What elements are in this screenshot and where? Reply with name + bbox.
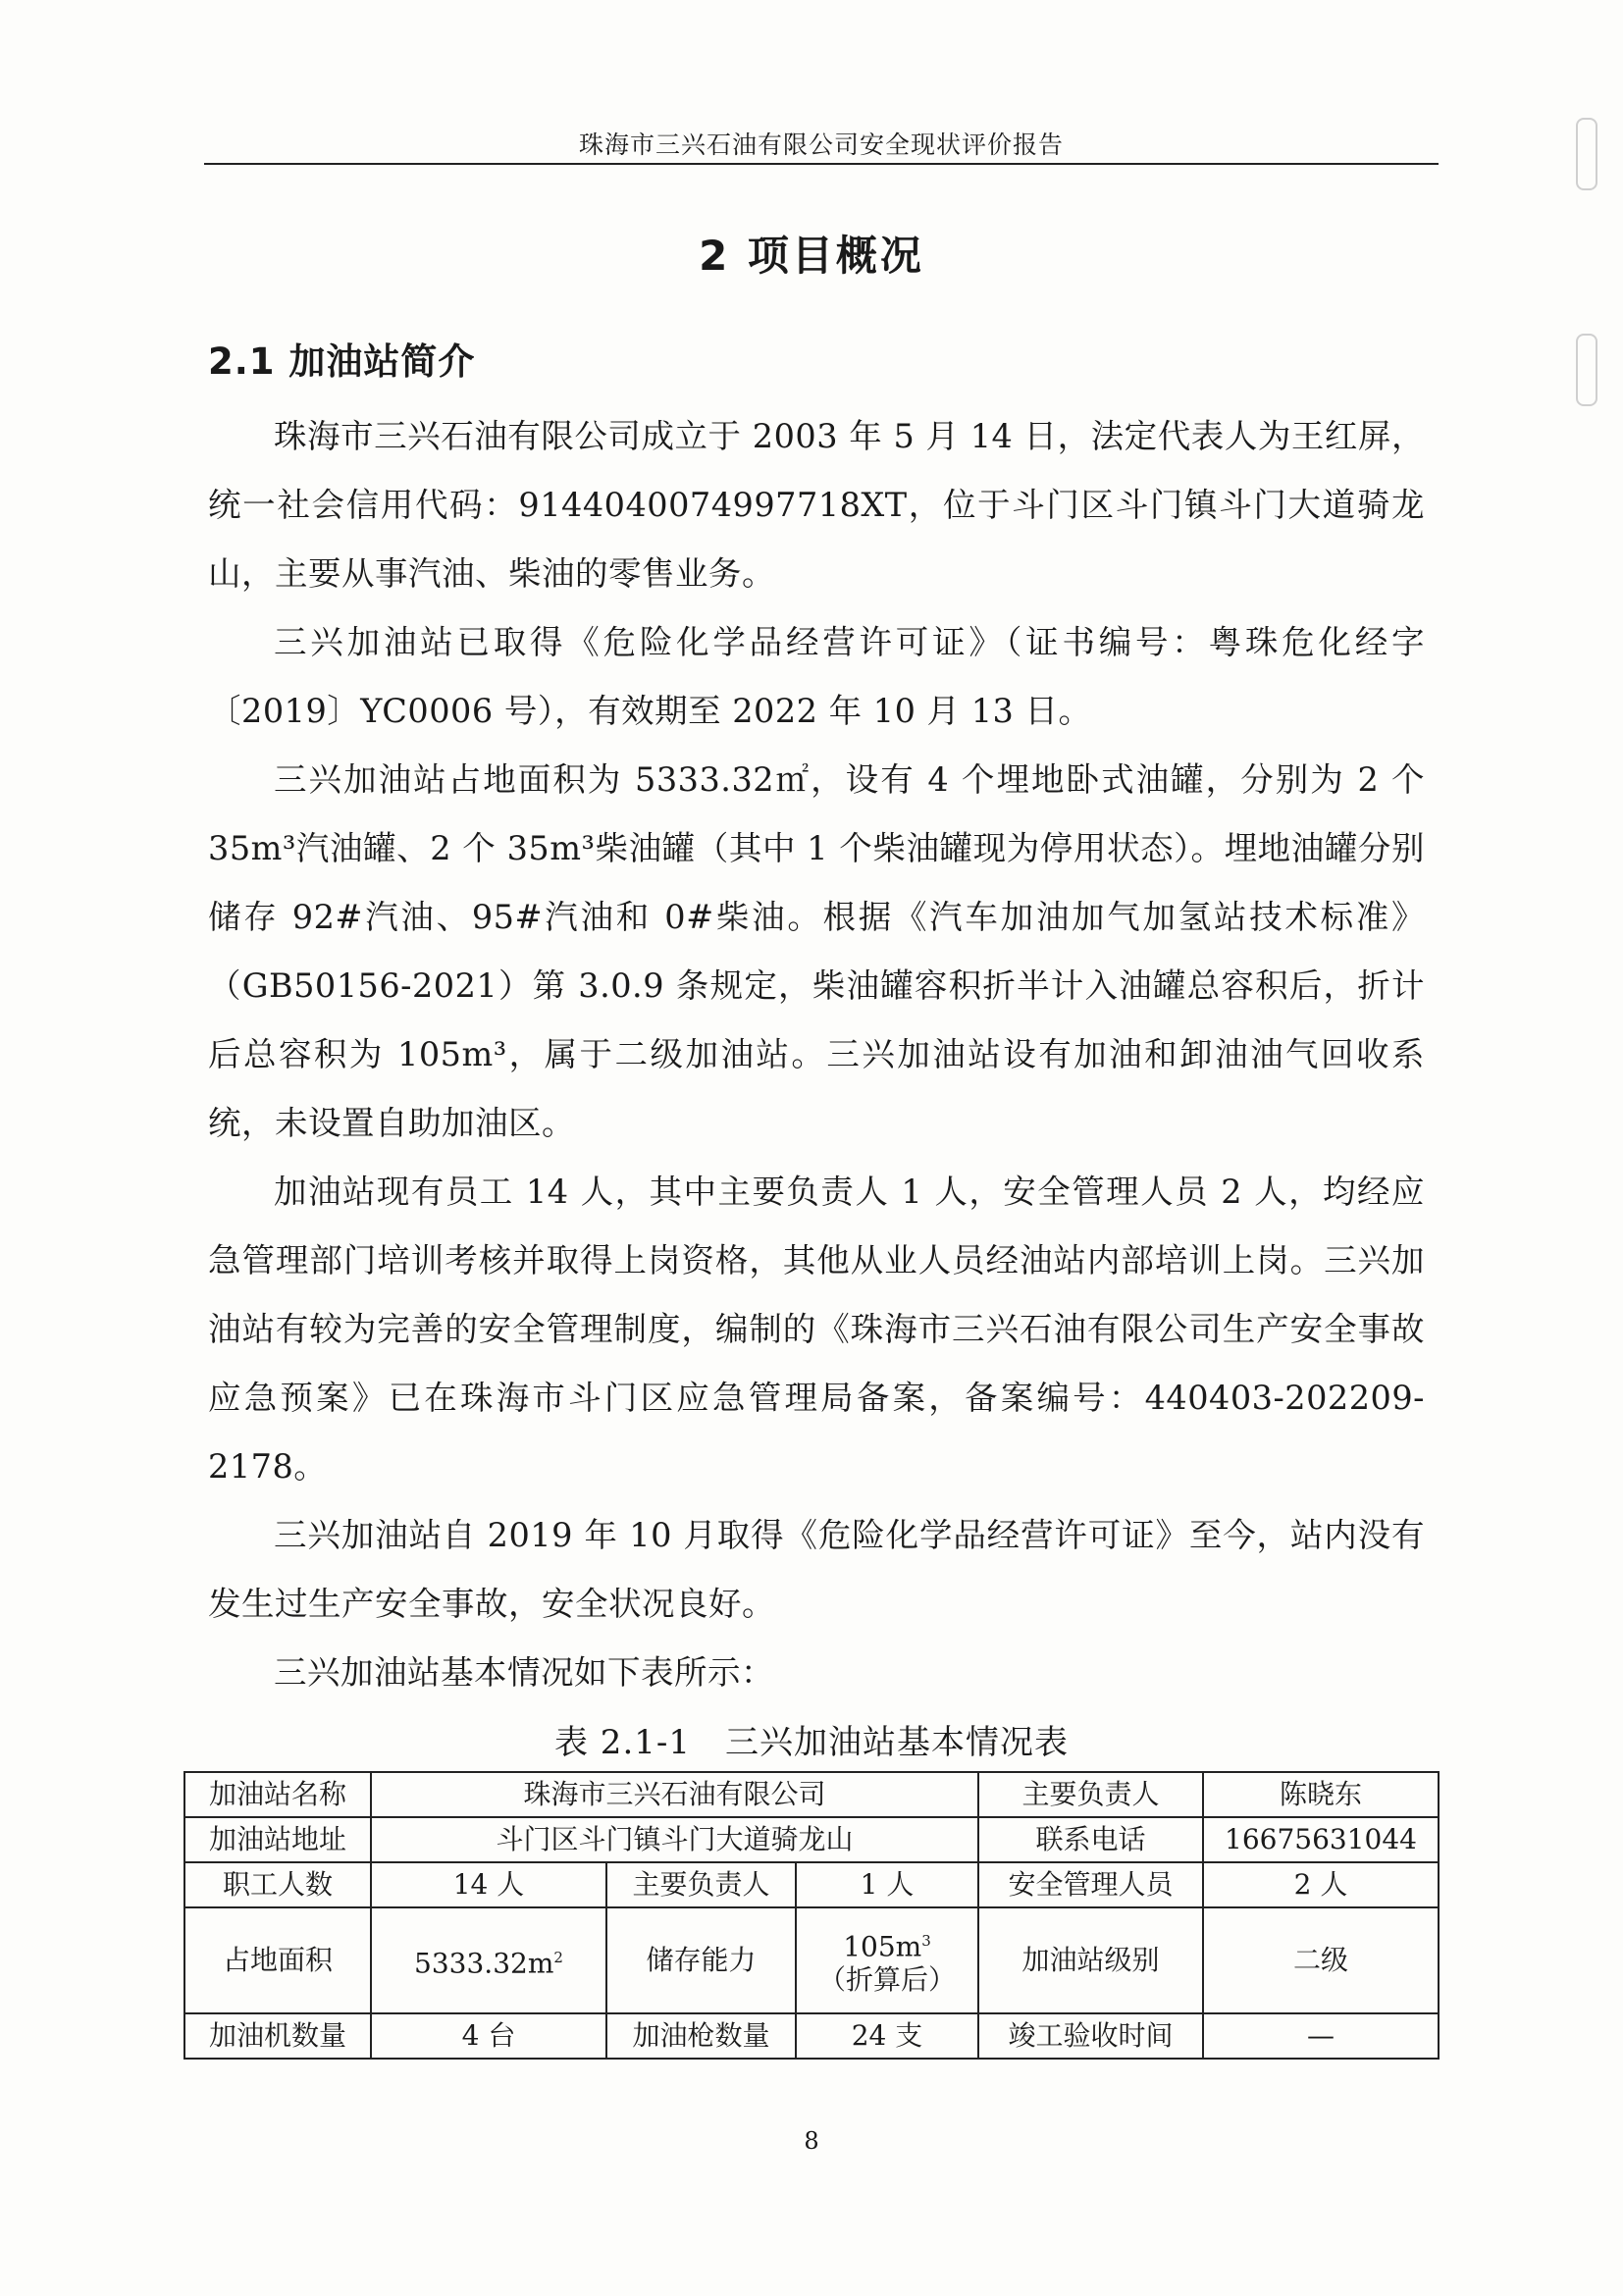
table-cell-label: 占地面积 (184, 1907, 371, 2013)
table-cell-label: 加油枪数量 (606, 2013, 796, 2059)
capacity-unit-superscript: 3 (921, 1931, 931, 1950)
table-cell: 1 人 (796, 1862, 978, 1907)
paragraph: 三兴加油站基本情况如下表所示： (274, 1653, 774, 1692)
table-cell-label: 安全管理人员 (978, 1862, 1203, 1907)
table-cell: 二级 (1203, 1907, 1439, 2013)
paragraph-table-intro (208, 1639, 1425, 1707)
chapter-title: 2 项目概况 (699, 232, 924, 280)
table-cell: 陈晓东 (1203, 1772, 1439, 1817)
table-cell: 16675631044 (1203, 1817, 1439, 1862)
binding-hole-mark (1576, 118, 1597, 190)
running-header: 珠海市三兴石油有限公司安全现状评价报告 (578, 130, 1064, 159)
paragraph: 三兴加油站自 2019 年 10 月取得《危险化学品经营许可证》至今，站内没有发生过生产安全事故，安全状况良好。 (208, 1516, 1425, 1623)
table-cell: 14 人 (371, 1862, 606, 1907)
station-info-table (183, 1771, 1440, 2060)
capacity-value: 105m (843, 1930, 922, 1963)
table-cell-label: 储存能力 (606, 1907, 796, 2013)
section-title: 2.1 加油站简介 (208, 340, 476, 383)
table-cell-label: 竣工验收时间 (978, 2013, 1203, 2059)
paragraph-staff (208, 1158, 1425, 1501)
table-row (184, 1772, 1439, 1817)
paragraph: 三兴加油站已取得《危险化学品经营许可证》（证书编号：粤珠危化经字〔2019〕YC0006 号），有效期至 2022 年 10 月 13 日。 (208, 623, 1425, 730)
table-cell: 24 支 (796, 2013, 978, 2059)
capacity-note: （折算后） (818, 1963, 957, 1997)
table-cell-area (371, 1907, 606, 2013)
table-row (184, 1862, 1439, 1907)
header-rule (204, 163, 1439, 165)
paragraph: 珠海市三兴石油有限公司成立于 2003 年 5 月 14 日，法定代表人为王红屏，统一社会信用代码：9144040074997718XT，位于斗门区斗门镇斗门大道骑龙山，主要从事汽油、柴油的零售业务。 (208, 417, 1425, 593)
paragraph-license (208, 608, 1425, 746)
table-row (184, 1817, 1439, 1862)
table-cell-label: 主要负责人 (606, 1862, 796, 1907)
table-cell-label: 加油机数量 (184, 2013, 371, 2059)
binding-hole-mark (1576, 334, 1597, 406)
page-number: 8 (804, 2127, 819, 2155)
paragraph-company-intro (208, 402, 1425, 608)
table-cell-label: 加油站地址 (184, 1817, 371, 1862)
table-cell-label: 加油站名称 (184, 1772, 371, 1817)
table-cell: 珠海市三兴石油有限公司 (371, 1772, 978, 1817)
table-cell-label: 职工人数 (184, 1862, 371, 1907)
table-cell: 斗门区斗门镇斗门大道骑龙山 (371, 1817, 978, 1862)
paragraph-safety-record (208, 1501, 1425, 1639)
paragraph: 加油站现有员工 14 人，其中主要负责人 1 人，安全管理人员 2 人，均经应急管理部门培训考核并取得上岗资格，其他从业人员经油站内部培训上岗。三兴加油站有较为完善的安全管理制度，编制的《珠海市三兴石油有限公司生产安全事故应急预案》已在珠海市斗门区应急管理局备案，备案编号：440403-202209-2178。 (208, 1173, 1425, 1486)
table-cell-label: 加油站级别 (978, 1907, 1203, 2013)
table-cell-label: 联系电话 (978, 1817, 1203, 1862)
table-row (184, 2013, 1439, 2059)
table-cell: — (1203, 2013, 1439, 2059)
paragraph-tanks (208, 746, 1425, 1158)
area-value: 5333.32m (414, 1947, 554, 1980)
table-cell-label: 主要负责人 (978, 1772, 1203, 1817)
table-cell: 4 台 (371, 2013, 606, 2059)
table-caption: 表 2.1-1 三兴加油站基本情况表 (554, 1723, 1069, 1762)
area-unit-superscript: 2 (553, 1948, 563, 1966)
table-row (184, 1907, 1439, 2013)
table-cell: 2 人 (1203, 1862, 1439, 1907)
table-cell-capacity (796, 1907, 978, 2013)
paragraph: 三兴加油站占地面积为 5333.32㎡，设有 4 个埋地卧式油罐，分别为 2 个 35m³汽油罐、2 个 35m³柴油罐（其中 1 个柴油罐现为停用状态）。埋地油罐分别储存 92#汽油、95#汽油和 0#柴油。根据《汽车加油加气加氢站技术标准》（GB50156-2021）第 3.0.9 条规定，柴油罐容积折半计入油罐总容积后，折计后总容积为 105m³，属于二级加油站。三兴加油站设有加油和卸油油气回收系统，未设置自助加油区。 (208, 760, 1425, 1142)
